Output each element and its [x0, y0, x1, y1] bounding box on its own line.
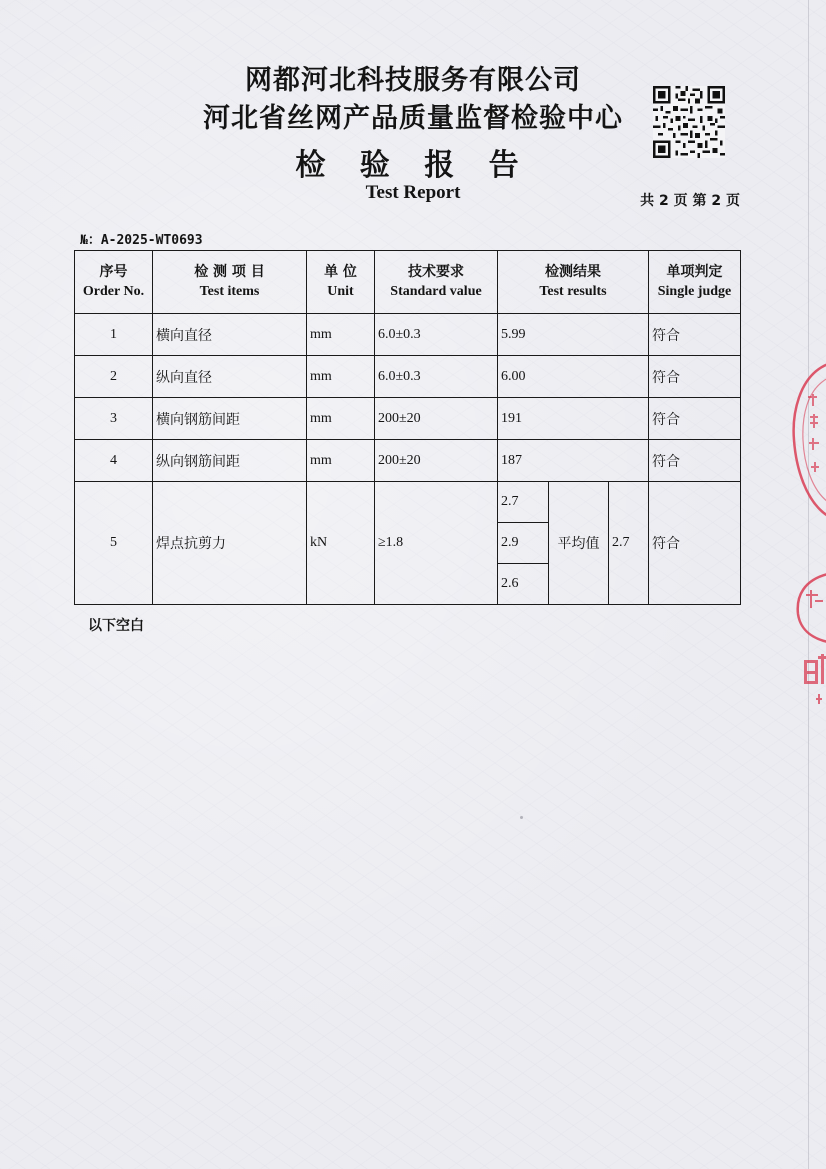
row-result: 5.99 — [498, 314, 649, 356]
row-standard: 200±20 — [375, 398, 498, 440]
average-value: 2.7 — [609, 482, 649, 605]
row-unit: mm — [307, 398, 375, 440]
row-unit: mm — [307, 440, 375, 482]
row-judge: 符合 — [649, 440, 741, 482]
row-test-item: 纵向钢筋间距 — [153, 440, 307, 482]
header-items-cn: 检 测 项 目 — [194, 264, 265, 280]
table-row — [75, 314, 741, 356]
seal-stamp — [788, 570, 826, 720]
inspection-center-name: 河北省丝网产品质量监督检验中心 — [203, 103, 623, 134]
average-label: 平均值 — [549, 482, 609, 605]
header-items — [153, 251, 307, 314]
header-order — [75, 251, 153, 314]
row-order-no: 1 — [75, 314, 153, 356]
report-title-cn: 检 验 报 告 — [295, 148, 531, 183]
header-results-cn: 检测结果 — [545, 264, 601, 280]
row-unit: mm — [307, 356, 375, 398]
header-results — [498, 251, 649, 314]
row-order-no: 3 — [75, 398, 153, 440]
row-order-no: 5 — [75, 482, 153, 605]
company-name: 网都河北科技服务有限公司 — [245, 65, 581, 96]
row-test-item: 焊点抗剪力 — [153, 482, 307, 605]
header-items-en: Test items — [199, 284, 260, 299]
row-test-item: 纵向直径 — [153, 356, 307, 398]
header-order-cn: 序号 — [99, 264, 128, 280]
row-order-no: 4 — [75, 440, 153, 482]
row-judge: 符合 — [649, 482, 741, 605]
header-standard-en: Standard value — [390, 284, 482, 299]
weld-value-3: 2.6 — [498, 564, 549, 605]
header-unit — [307, 251, 375, 314]
header-judge — [649, 251, 741, 314]
report-title-en: Test Report — [365, 182, 461, 203]
header-standard — [375, 251, 498, 314]
seal-stamp — [788, 356, 826, 524]
weld-value-1: 2.7 — [498, 482, 549, 523]
row-unit: mm — [307, 314, 375, 356]
paper-speck — [520, 816, 523, 819]
weld-value-2: 2.9 — [498, 523, 549, 564]
qr-code-icon — [653, 86, 725, 158]
row-test-item: 横向直径 — [153, 314, 307, 356]
row-judge: 符合 — [649, 314, 741, 356]
row-unit: kN — [307, 482, 375, 605]
table-row — [75, 440, 741, 482]
row-standard: 200±20 — [375, 440, 498, 482]
row-result: 6.00 — [498, 356, 649, 398]
header-judge-en: Single judge — [657, 284, 732, 299]
header-results-en: Test results — [539, 284, 607, 299]
row-standard: 6.0±0.3 — [375, 314, 498, 356]
table-row — [75, 398, 741, 440]
header-judge-cn: 单项判定 — [666, 264, 723, 280]
row-order-no: 2 — [75, 356, 153, 398]
row-result: 191 — [498, 398, 649, 440]
row-standard: 6.0±0.3 — [375, 356, 498, 398]
table-header-row — [75, 251, 741, 314]
header-standard-cn: 技术要求 — [408, 264, 464, 280]
table-row-weld-shear — [75, 482, 741, 523]
row-standard: ≥1.8 — [375, 482, 498, 605]
row-result: 187 — [498, 440, 649, 482]
header-order-en: Order No. — [82, 284, 145, 299]
row-judge: 符合 — [649, 398, 741, 440]
row-judge: 符合 — [649, 356, 741, 398]
test-results-table — [74, 250, 741, 605]
page-count: 共 2 页 第 2 页 — [640, 193, 740, 209]
blank-below-note: 以下空白 — [88, 618, 144, 634]
report-number: №：A-2025-WT0693 — [80, 233, 203, 248]
header-unit-cn: 单 位 — [324, 264, 357, 280]
row-test-item: 横向钢筋间距 — [153, 398, 307, 440]
table-row — [75, 356, 741, 398]
header-unit-en: Unit — [327, 284, 354, 299]
